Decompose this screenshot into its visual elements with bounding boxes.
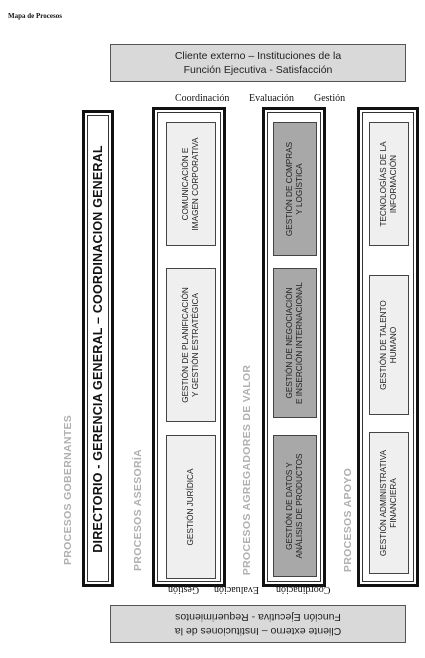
- apoyo-item-talento: GESTIÓN DE TALENTO HUMANO: [369, 275, 409, 415]
- flow-top-gestion: Gestión: [314, 93, 346, 104]
- label-gobernantes: PROCESOS GOBERNANTES: [62, 414, 74, 566]
- valor-item-compras: GESTIÓN DE COMPRAS Y LOGÍSTICA: [273, 122, 317, 256]
- client-bottom-line1: Cliente externo – Instituciones de la: [174, 625, 342, 637]
- flow-bottom-evaluacion: Evaluación: [214, 584, 259, 595]
- page-title: Mapa de Procesos: [8, 12, 62, 20]
- valor-item-negociacion: GESTIÓN DE NEGOCIACIÓN E INSERCIÓN INTERNACIONAL: [273, 268, 317, 418]
- client-top-line2: Función Ejecutiva - Satisfacción: [183, 64, 333, 76]
- apoyo-item-tecnologias: TECNOLOGÍAS DE LA INFORMACIÓN: [369, 122, 409, 246]
- label-apoyo: PROCESOS APOYO: [342, 467, 354, 573]
- apoyo-item-administrativa: GESTIÓN ADMINISTRATIVA FINANCIERA: [369, 432, 409, 574]
- asesoria-column: [152, 107, 226, 587]
- valor-item-datos: GESTIÓN DE DATOS Y ANÁLISIS DE PRODUCTOS: [273, 435, 317, 577]
- asesoria-item-comunicacion: COMUNICACIÓN E IMAGEN CORPORATIVA: [166, 122, 216, 246]
- client-bottom-box: [110, 605, 406, 643]
- valor-column: [262, 107, 326, 587]
- asesoria-item-planificacion: GESTIÓN DE PLANIFICACIÓN Y GESTIÓN ESTRATÉGICA: [166, 268, 216, 422]
- gobernantes-box: [82, 110, 114, 587]
- label-agregadores: PROCESOS AGREGADORES DE VALOR: [241, 364, 253, 576]
- label-asesoria: PROCESOS ASESORÍA: [132, 449, 144, 571]
- client-bottom-line2: Función Ejecutiva - Requerimientos: [175, 611, 341, 623]
- apoyo-column: [357, 107, 419, 587]
- client-top-line1: Cliente externo – Instituciones de la: [174, 50, 342, 62]
- gobernantes-text: DIRECTORIO - GERENCIA GENERAL – COORDINACION GENERAL: [91, 144, 105, 553]
- flow-top-coordinacion: Coordinación: [175, 93, 230, 104]
- flow-top-evaluacion: Evaluación: [249, 93, 294, 104]
- flow-bottom-coordinacion: Coordinación: [276, 584, 331, 595]
- client-top-box: [110, 44, 406, 82]
- flow-bottom-gestion: Gestión: [168, 584, 200, 595]
- asesoria-item-juridica: GESTIÓN JURÍDICA: [166, 435, 216, 579]
